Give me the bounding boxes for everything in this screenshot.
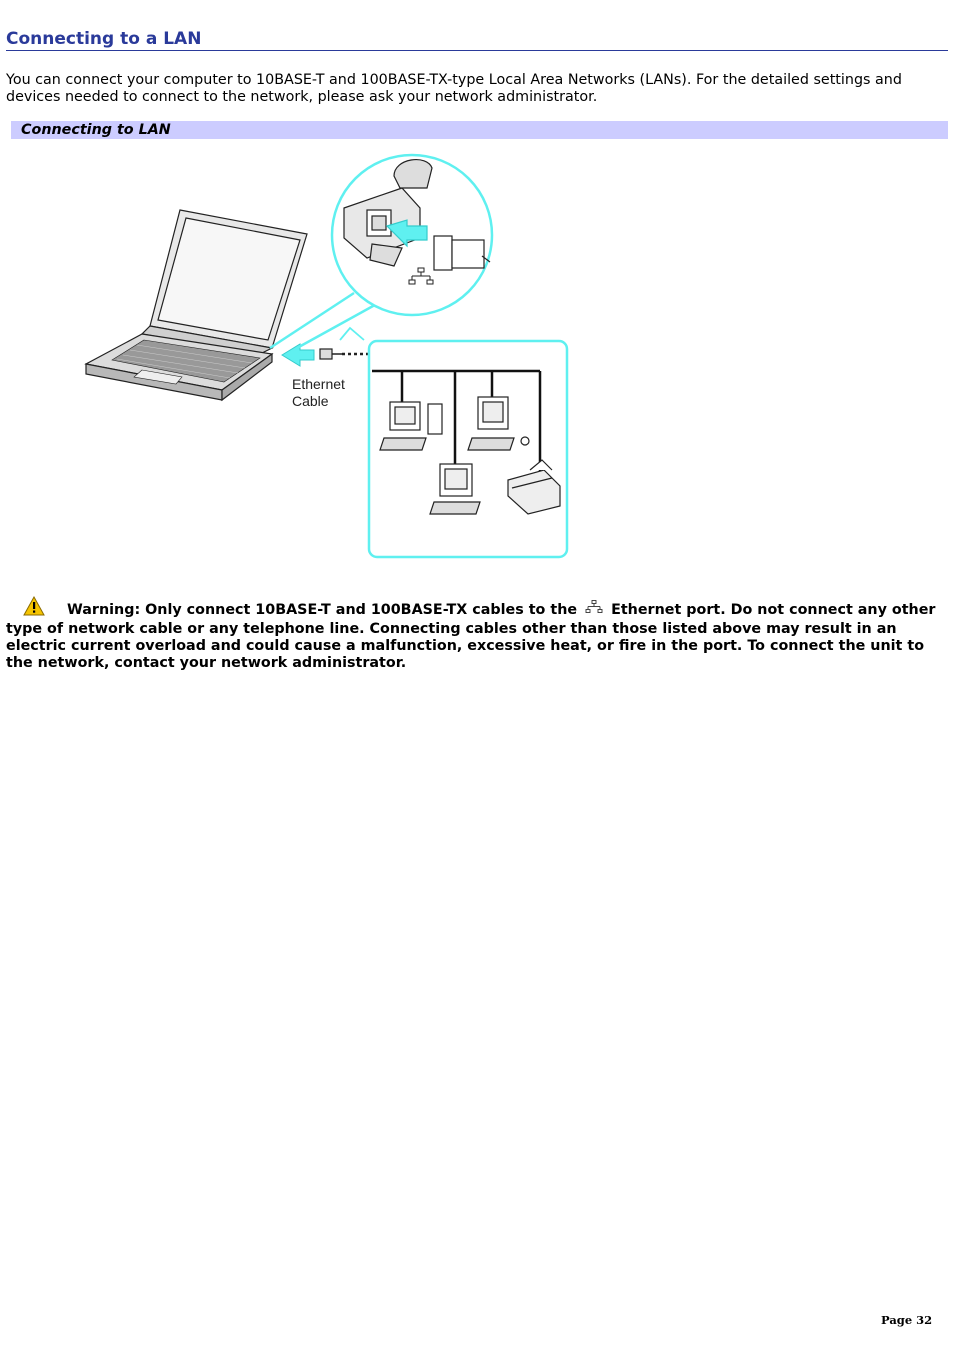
warning-paragraph	[6, 596, 948, 672]
warning-text-part2: Ethernet port. Do not connect any other type of network cable or any telephone line. Connecting cables other than those listed above may result in an electric current overload and could cause a malfunction, excessive heat, or fire in the port. To connect the unit to the network, contact your network administrator.	[6, 602, 936, 671]
warning-icon	[23, 596, 45, 621]
network-port-icon	[585, 600, 603, 619]
ethernet-label-line1: Ethernet	[292, 376, 345, 392]
figure-caption: Connecting to LAN	[21, 122, 171, 138]
warning-text-part1: Warning: Only connect 10BASE-T and 100BASE-TX cables to the	[67, 602, 578, 618]
figure-caption-bar	[11, 121, 948, 139]
ethernet-cable	[320, 349, 372, 359]
ethernet-label-line2: Cable	[292, 393, 329, 409]
page-number: Page 32	[881, 1313, 933, 1327]
laptop-illustration	[86, 210, 307, 400]
page-title: Connecting to a LAN	[6, 29, 948, 51]
lan-connection-illustration	[82, 148, 587, 577]
intro-paragraph: You can connect your computer to 10BASE-T and 100BASE-TX-type Local Area Networks (LANs). For the detailed settings and devices needed to connect to the network, please ask your network administrator.	[6, 72, 902, 105]
